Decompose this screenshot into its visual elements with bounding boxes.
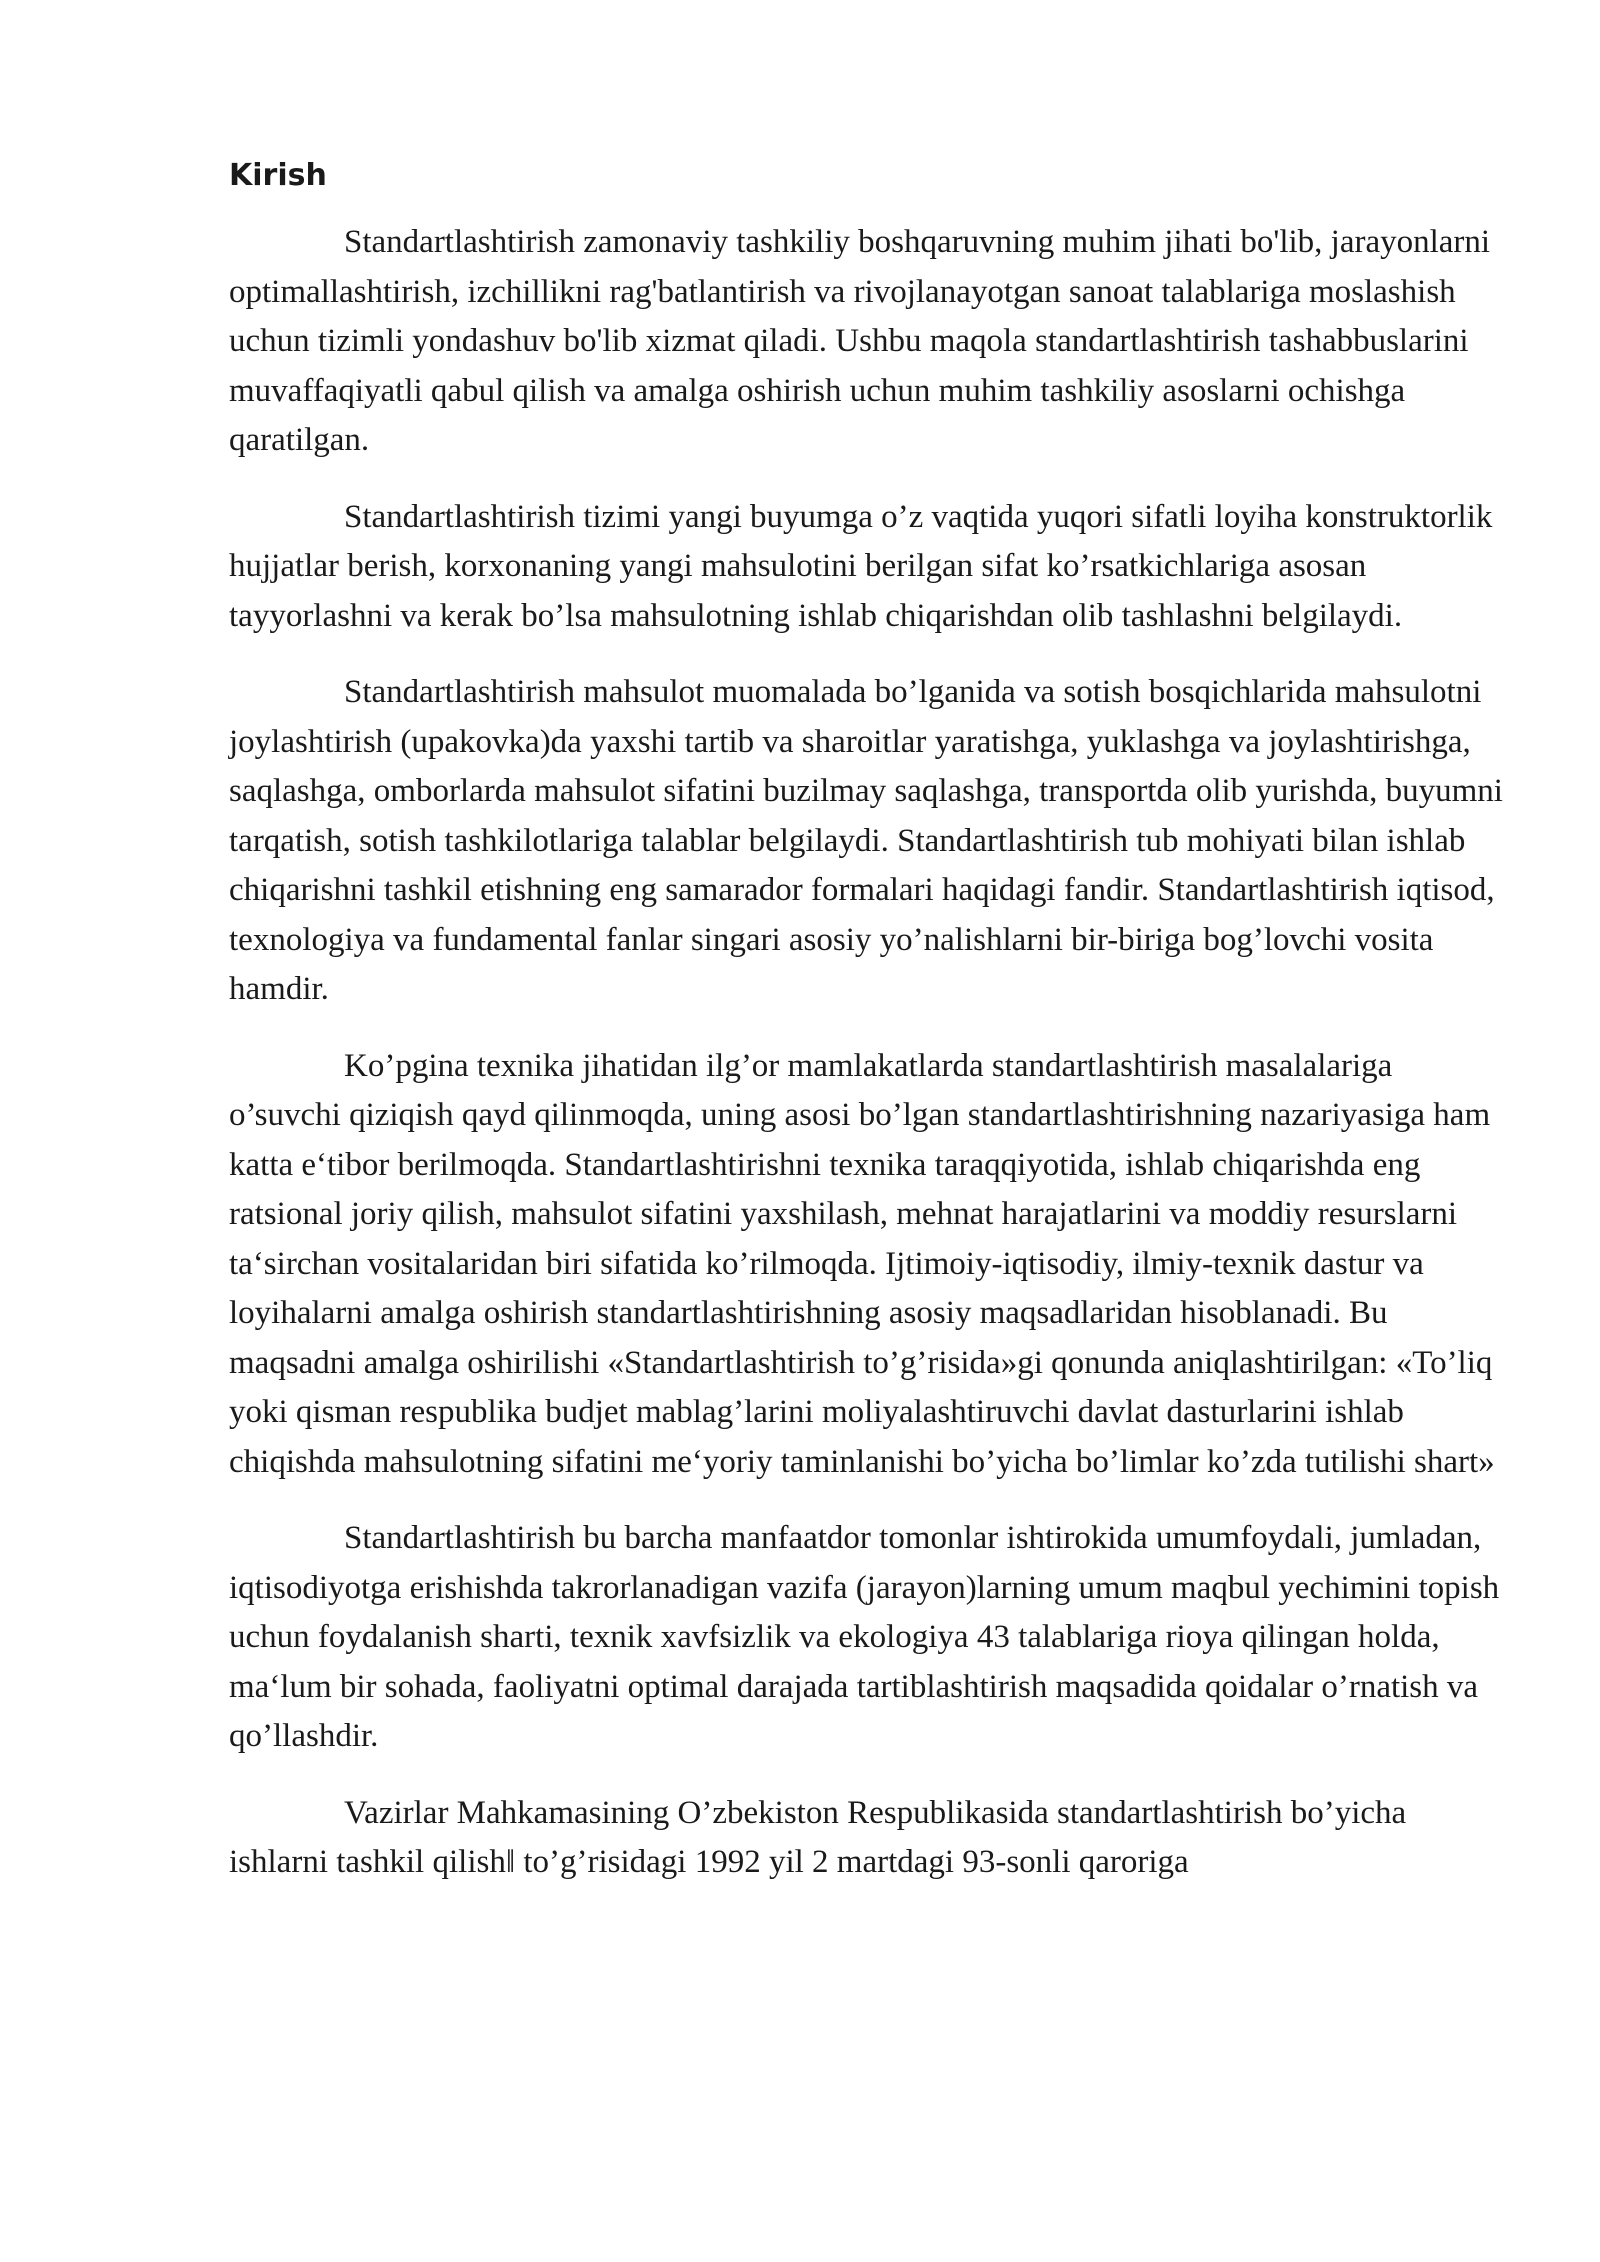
document-page bbox=[229, 150, 1504, 1915]
paragraph: Standartlashtirish mahsulot muomalada bo’lganida va sotish bosqichlarida mahsulotni joylashtirish (upakovka)da yaxshi tartib va sharoitlar yaratishga, yuklashga va joylashtirishga, saqlashga, omborlarda mahsulot sifatini buzilmay saqlashga, transportda olib yurishda, buyumni tarqatish, sotish tashkilotlariga talablar belgilaydi. Standartlashtirish tub mohiyati bilan ishlab chiqarishni tashkil etishning eng samarador formalari haqidagi fandir. Standartlashtirish iqtisod, texnologiya va fundamental fanlar singari asosiy yo’nalishlarni bir-biriga bog’lovchi vosita hamdir. bbox=[229, 674, 1503, 1007]
paragraph: Standartlashtirish zamonaviy tashkiliy boshqaruvning muhim jihati bo'lib, jarayonlarni optimallashtirish, izchillikni rag'batlantirish va rivojlanayotgan sanoat talablariga moslashish uchun tizimli yondashuv bo'lib xizmat qiladi. Ushbu maqola standartlashtirish tashabbuslarini muvaffaqiyatli qabul qilish va amalga oshirish uchun muhim tashkiliy asoslarni ochishga qaratilgan. bbox=[229, 224, 1491, 458]
paragraph: Ko’pgina texnika jihatidan ilg’or mamlakatlarda standartlashtirish masalalariga o’suvchi qiziqish qayd qilinmoqda, uning asosi bo’lgan standartlashtirishning nazariyasiga ham katta e‘tibor berilmoqda. Standartlashtirishni texnika taraqqiyotida, ishlab chiqarishda eng ratsional joriy qilish, mahsulot sifatini yaxshilash, mehnat harajatlarini va moddiy resurslarni ta‘sirchan vositalaridan biri sifatida ko’rilmoqda. Ijtimoiy-iqtisodiy, ilmiy-texnik dastur va loyihalarni amalga oshirish standartlashtirishning asosiy maqsadlaridan hisoblanadi. Bu maqsadni amalga oshirilishi «Standartlashtirish to’g’risida»gi qonunda aniqlashtirilgan: «To’liq yoki qisman respublika budjet mablag’larini moliyalashtiruvchi davlat dasturlarini ishlab chiqishda mahsulotning sifatini me‘yoriy taminlanishi bo’yicha bo’limlar ko’zda tutilishi shart» bbox=[229, 1047, 1495, 1480]
paragraph: Vazirlar Mahkamasining O’zbekiston Respublikasida standartlashtirish bo’yicha ishlarni tashkil qilish‖ to’g’risidagi 1992 yil 2 martdagi 93-sonli qaroriga bbox=[229, 1794, 1407, 1880]
paragraph: Standartlashtirish bu barcha manfaatdor tomonlar ishtirokida umumfoydali, jumladan, iqtisodiyotga erishishda takrorlanadigan vazifa (jarayon)larning umum maqbul yechimini topish uchun foydalanish sharti, texnik xavfsizlik va ekologiya 43 talablariga rioya qilingan holda, ma‘lum bir sohada, faoliyatni optimal darajada tartiblashtirish maqsadida qoidalar o’rnatish va qo’llashdir. bbox=[229, 1520, 1500, 1754]
paragraph: Standartlashtirish tizimi yangi buyumga o’z vaqtida yuqori sifatli loyiha konstruktorlik hujjatlar berish, korxonaning yangi mahsulotini berilgan sifat ko’rsatkichlariga asosan tayyorlashni va kerak bo’lsa mahsulotning ishlab chiqarishdan olib tashlashni belgilaydi. bbox=[229, 498, 1493, 634]
section-heading: Kirish bbox=[229, 158, 327, 193]
